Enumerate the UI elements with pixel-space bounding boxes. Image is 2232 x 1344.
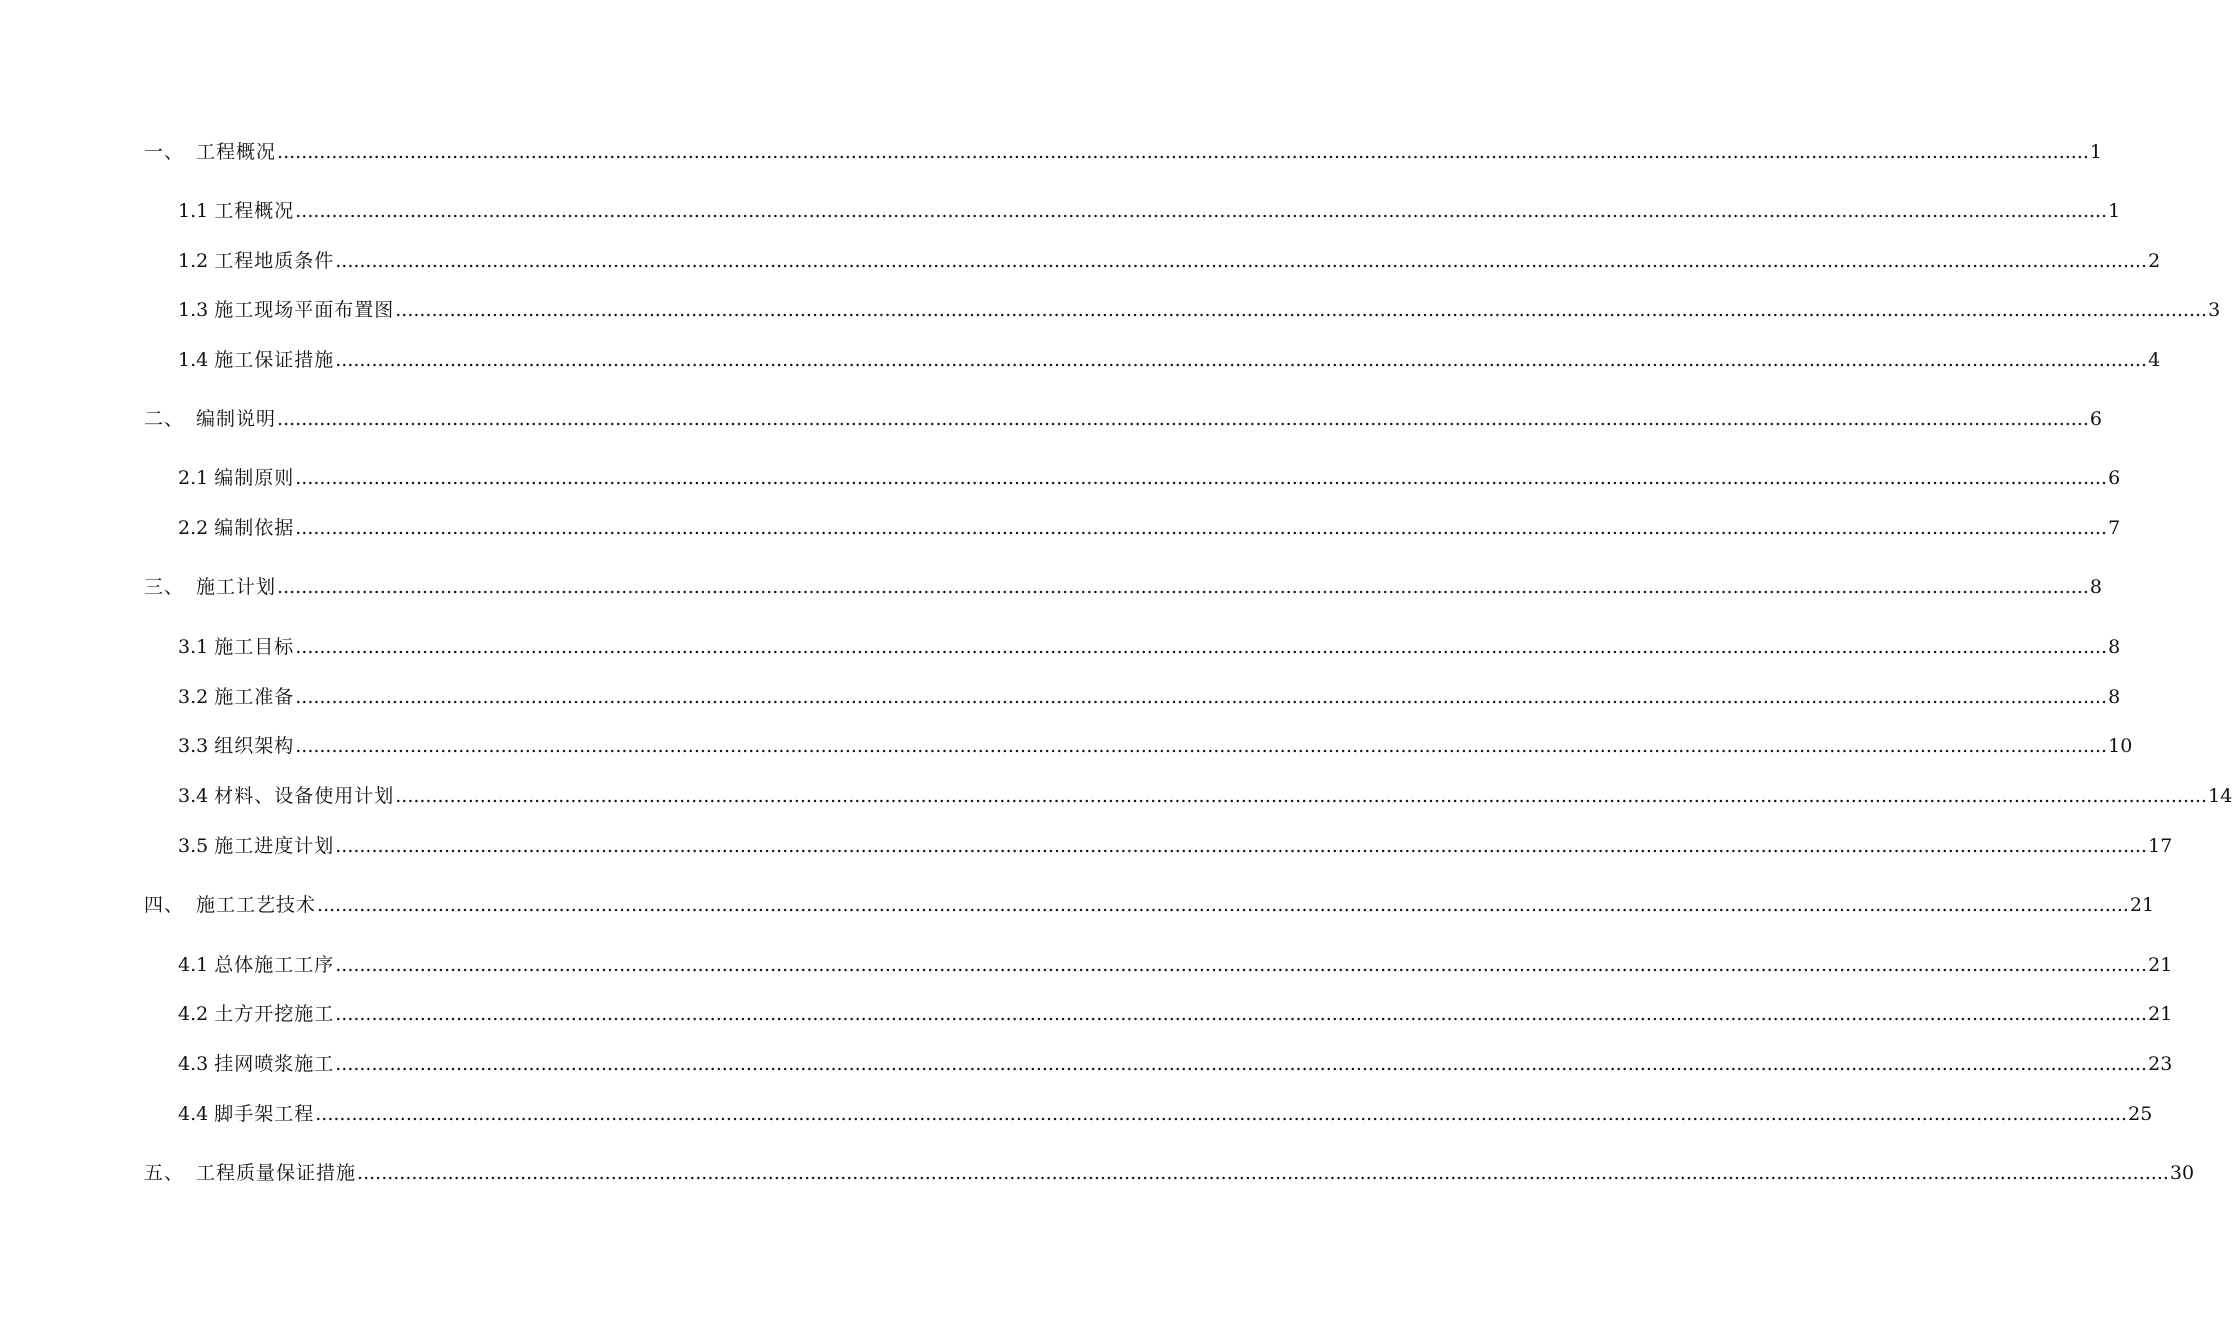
toc-entry-number: 4.1: [178, 954, 209, 976]
toc-entry-number: 1.2: [178, 250, 209, 272]
toc-entry-3-4[interactable]: [178, 781, 2232, 811]
toc-entry-page: 1: [2108, 200, 2121, 222]
toc-entry-page: 8: [2108, 636, 2121, 658]
toc-entry-title: 工程地质条件: [214, 250, 335, 272]
toc-entry-page: 6: [2108, 467, 2121, 489]
toc-entry-title: 施工进度计划: [214, 835, 335, 857]
toc-entry-number: 一、: [144, 141, 185, 163]
toc-entry-1-2[interactable]: [178, 246, 2161, 276]
toc-entry-page: 21: [2129, 894, 2155, 916]
toc-entry-chapter-4[interactable]: [144, 890, 2155, 920]
toc-entry-page: 23: [2148, 1053, 2173, 1075]
toc-entry-page: 3: [2208, 299, 2221, 321]
toc-entry-title: 编制依据: [214, 517, 295, 539]
dot-leader: ............................................................................................................................................................................................................................................................................................................: [295, 517, 2108, 539]
toc-entry-page: 30: [2169, 1162, 2195, 1184]
toc-entry-number: 2.1: [178, 467, 209, 489]
toc-entry-number: 4.4: [178, 1103, 209, 1125]
toc-entry-number: 1.1: [178, 200, 209, 222]
toc-entry-number: 四、: [144, 894, 185, 916]
toc-entry-number: 三、: [144, 576, 185, 598]
dot-leader: ............................................................................................................................................................................................................................................................................................................: [295, 467, 2108, 489]
toc-entry-number: 2.2: [178, 517, 209, 539]
toc-entry-title: 工程概况: [214, 200, 295, 222]
dot-leader: ............................................................................................................................................................................................................................................................................................................: [295, 200, 2108, 222]
toc-entry-title: 施工计划: [196, 576, 277, 598]
toc-entry-chapter-2[interactable]: [144, 404, 2102, 434]
dot-leader: ............................................................................................................................................................................................................................................................................................................: [295, 636, 2108, 658]
toc-entry-4-2[interactable]: [178, 999, 2173, 1029]
toc-entry-title: 施工目标: [214, 636, 295, 658]
toc-entry-page: 6: [2089, 408, 2102, 430]
toc-entry-page: 2: [2148, 250, 2161, 272]
toc-entry-chapter-5[interactable]: [144, 1158, 2195, 1188]
dot-leader: ............................................................................................................................................................................................................................................................................................................: [335, 250, 2148, 272]
toc-entry-title: 施工保证措施: [214, 349, 335, 371]
dot-leader: ............................................................................................................................................................................................................................................................................................................: [295, 686, 2108, 708]
toc-entry-page: 25: [2128, 1103, 2153, 1125]
dot-leader: ............................................................................................................................................................................................................................................................................................................: [277, 408, 2089, 430]
dot-leader: ............................................................................................................................................................................................................................................................................................................: [395, 785, 2208, 807]
toc-entry-title: 工程概况: [196, 141, 277, 163]
toc-entry-number: 二、: [144, 408, 185, 430]
toc-entry-1-1[interactable]: [178, 196, 2121, 226]
toc-entry-title: 组织架构: [214, 735, 295, 757]
toc-entry-2-2[interactable]: [178, 513, 2121, 543]
toc-entry-page: 10: [2108, 735, 2133, 757]
toc-entry-number: 3.5: [178, 835, 209, 857]
dot-leader: ............................................................................................................................................................................................................................................................................................................: [335, 835, 2148, 857]
toc-entry-number: 3.4: [178, 785, 209, 807]
toc-entry-number: 3.1: [178, 636, 209, 658]
toc-entry-number: 4.3: [178, 1053, 209, 1075]
dot-leader: ............................................................................................................................................................................................................................................................................................................: [335, 1053, 2148, 1075]
toc-entry-number: 3.3: [178, 735, 209, 757]
toc-entry-page: 14: [2208, 785, 2232, 807]
dot-leader: ............................................................................................................................................................................................................................................................................................................: [277, 141, 2089, 163]
toc-entry-number: 3.2: [178, 686, 209, 708]
toc-entry-3-5[interactable]: [178, 831, 2173, 861]
dot-leader: ............................................................................................................................................................................................................................................................................................................: [335, 954, 2148, 976]
toc-entry-3-2[interactable]: [178, 682, 2121, 712]
dot-leader: ............................................................................................................................................................................................................................................................................................................: [277, 576, 2089, 598]
toc-entry-chapter-3[interactable]: [144, 572, 2102, 602]
toc-entry-title: 编制原则: [214, 467, 295, 489]
toc-entry-3-1[interactable]: [178, 632, 2121, 662]
dot-leader: ............................................................................................................................................................................................................................................................................................................: [295, 735, 2108, 757]
toc-entry-page: 7: [2108, 517, 2121, 539]
toc-entry-title: 总体施工工序: [214, 954, 335, 976]
toc-entry-title: 材料、设备使用计划: [214, 785, 395, 807]
toc-entry-page: 21: [2148, 1003, 2173, 1025]
toc-entry-title: 编制说明: [196, 408, 277, 430]
toc-entry-title: 脚手架工程: [214, 1103, 315, 1125]
toc-entry-4-4[interactable]: [178, 1099, 2153, 1129]
toc-entry-4-3[interactable]: [178, 1049, 2173, 1079]
toc-entry-title: 工程质量保证措施: [196, 1162, 357, 1184]
toc-entry-number: 1.3: [178, 299, 209, 321]
toc-entry-1-3[interactable]: [178, 295, 2221, 325]
dot-leader: ............................................................................................................................................................................................................................................................................................................: [335, 1003, 2148, 1025]
toc-entry-chapter-1[interactable]: [144, 137, 2102, 167]
toc-entry-page: 8: [2089, 576, 2102, 598]
toc-entry-1-4[interactable]: [178, 345, 2161, 375]
toc-entry-page: 1: [2089, 141, 2102, 163]
toc-entry-page: 21: [2148, 954, 2173, 976]
toc-entry-4-1[interactable]: [178, 950, 2173, 980]
toc-entry-number: 1.4: [178, 349, 209, 371]
toc-entry-title: 施工工艺技术: [196, 894, 317, 916]
toc-entry-title: 施工准备: [214, 686, 295, 708]
toc-entry-page: 8: [2108, 686, 2121, 708]
toc-entry-page: 17: [2148, 835, 2173, 857]
toc-entry-title: 挂网喷浆施工: [214, 1053, 335, 1075]
toc-entry-3-3[interactable]: [178, 731, 2133, 761]
toc-entry-2-1[interactable]: [178, 463, 2121, 493]
toc-entry-number: 4.2: [178, 1003, 209, 1025]
dot-leader: ............................................................................................................................................................................................................................................................................................................: [317, 894, 2129, 916]
dot-leader: ............................................................................................................................................................................................................................................................................................................: [357, 1162, 2169, 1184]
dot-leader: ............................................................................................................................................................................................................................................................................................................: [315, 1103, 2128, 1125]
toc-entry-number: 五、: [144, 1162, 185, 1184]
toc-entry-title: 施工现场平面布置图: [214, 299, 395, 321]
toc-entry-title: 土方开挖施工: [214, 1003, 335, 1025]
toc-entry-page: 4: [2148, 349, 2161, 371]
dot-leader: ............................................................................................................................................................................................................................................................................................................: [395, 299, 2208, 321]
dot-leader: ............................................................................................................................................................................................................................................................................................................: [335, 349, 2148, 371]
